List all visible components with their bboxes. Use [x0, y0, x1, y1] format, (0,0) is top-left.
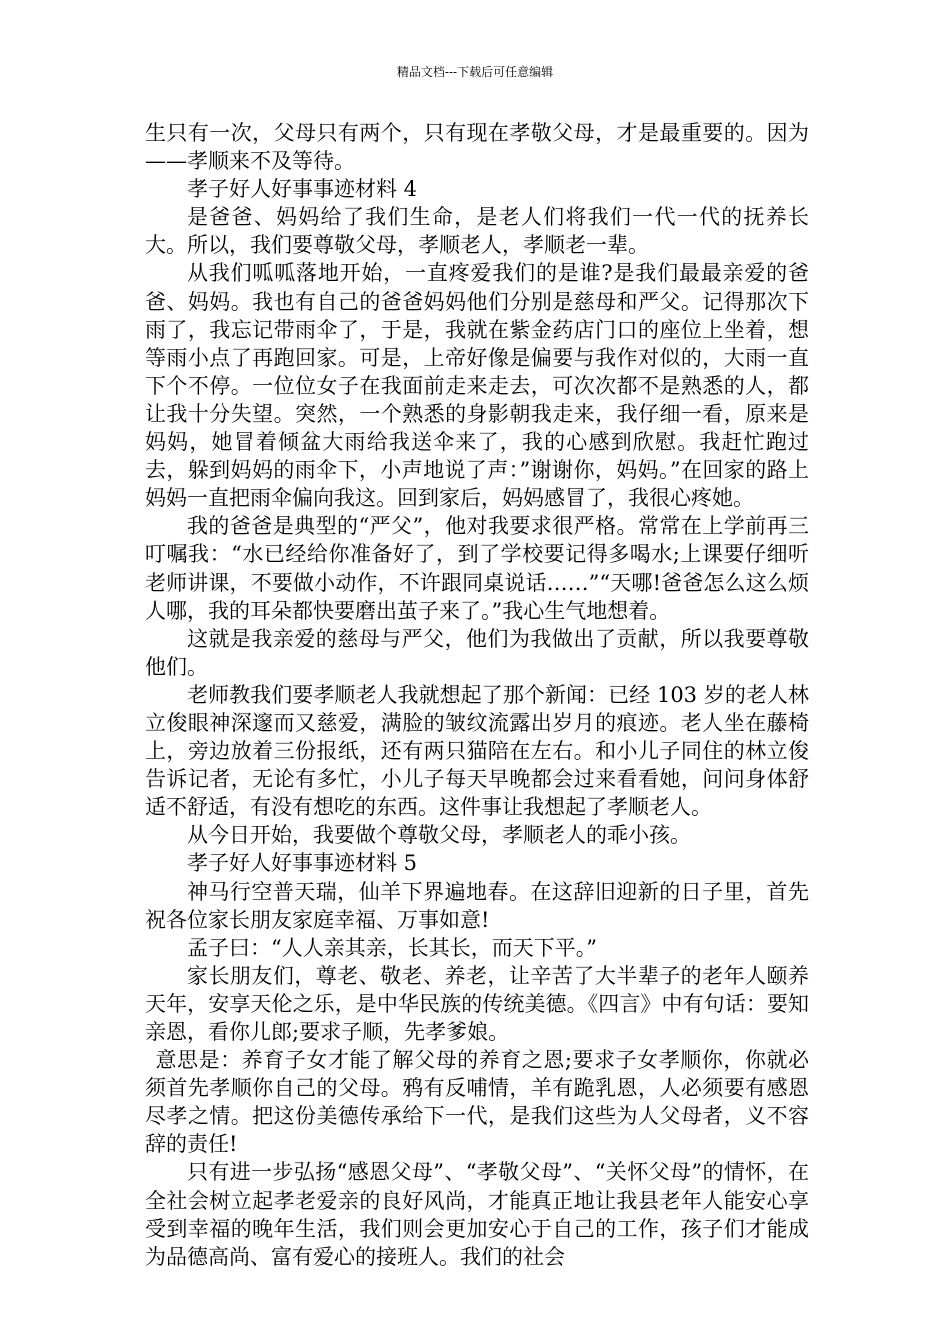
paragraph: 从我们呱呱落地开始，一直疼爱我们的是谁?是我们最最亲爱的爸爸、妈妈。我也有自己的爸爸妈妈他们分别是慈母和严父。记得那次下雨了，我忘记带雨伞了，于是，我就在紫金药店门口的座位上坐着，想等雨小点了再跑回家。可是，上帝好像是偏要与我作对似的，大雨一直下个不停。一位位女子在我面前走来走去，可次次都不是熟悉的人，都让我十分失望。突然，一个熟悉的身影朝我走来，我仔细一看，原来是妈妈，她冒着倾盆大雨给我送伞来了，我的心感到欣慰。我赶忙跑过去，躲到妈妈的雨伞下，小声地说了声：”谢谢你，妈妈。”在回家的路上妈妈一直把雨伞偏向我这。回到家后，妈妈感冒了，我很心疼她。 — [145, 261, 809, 511]
paragraph: 只有进一步弘扬“感恩父母”、“孝敬父母”、“关怀父母”的情怀，在全社会树立起孝老爱亲的良好风尚，才能真正地让我县老年人能安心享受到幸福的晚年生活，我们则会更加安心于自己的工作，孩子们才能成为品德高尚、富有爱心的接班人。我们的社会 — [145, 1160, 809, 1269]
paragraph: 是爸爸、妈妈给了我们生命，是老人们将我们一代一代的抚养长大。所以，我们要尊敬父母，孝顺老人，孝顺老一辈。 — [145, 205, 809, 258]
paragraph: 老师教我们要孝顺老人我就想起了那个新闻：已经 103 岁的老人林立俊眼神深邃而又慈爱，满脸的皱纹流露出岁月的痕迹。老人坐在藤椅上，旁边放着三份报纸，还有两只猫陪在左右。和小儿子同住的林立俊告诉记者，无论有多忙，小儿子每天早晚都会过来看看她，问问身体舒适不舒适，有没有想吃的东西。这件事让我想起了孝顺老人。 — [145, 682, 809, 820]
paragraph: 孟子曰：“人人亲其亲，长其长，而天下平。” — [187, 935, 597, 960]
paragraph: 生只有一次，父母只有两个，只有现在孝敬父母，才是最重要的。因为——孝顺来不及等待。 — [145, 121, 809, 174]
paragraph: 神马行空普天瑞，仙羊下界遍地春。在这辞旧迎新的日子里，首先祝各位家长朋友家庭幸福、万事如意! — [145, 879, 809, 932]
paragraph: 这就是我亲爱的慈母与严父，他们为我做出了贡献，所以我要尊敬他们。 — [145, 626, 809, 679]
document-body — [145, 119, 809, 1271]
section-heading: 孝子好人好事事迹材料 5 — [187, 851, 418, 876]
paragraph: 从今日开始，我要做个尊敬父母，孝顺老人的乖小孩。 — [187, 823, 691, 848]
paragraph: 家长朋友们，尊老、敬老、养老，让辛苦了大半辈子的老年人颐养天年，安享天伦之乐，是中华民族的传统美德。《四言》中有句话：要知亲恩，看你儿郎;要求子顺，先孝爹娘。 — [145, 963, 809, 1044]
section-heading: 孝子好人好事事迹材料 4 — [187, 177, 418, 202]
page-header: 精品文档---下载后可任意编辑 — [396, 65, 554, 79]
paragraph: 意思是：养育子女才能了解父母的养育之恩;要求子女孝顺你，你就必须首先孝顺你自己的父母。鸦有反哺情，羊有跪乳恩，人必须要有感恩尽孝之情。把这份美德传承给下一代，是我们这些为人父母者，义不容辞的责任! — [145, 1048, 809, 1157]
paragraph: 我的爸爸是典型的“严父”，他对我要求很严格。常常在上学前再三叮嘱我：“水已经给你准备好了，到了学校要记得多喝水;上课要仔细听老师讲课，不要做小动作，不许跟同桌说话……”“天哪!爸爸怎么这么烦人哪，我的耳朵都快要磨出茧子来了。”我心生气地想着。 — [145, 514, 809, 623]
